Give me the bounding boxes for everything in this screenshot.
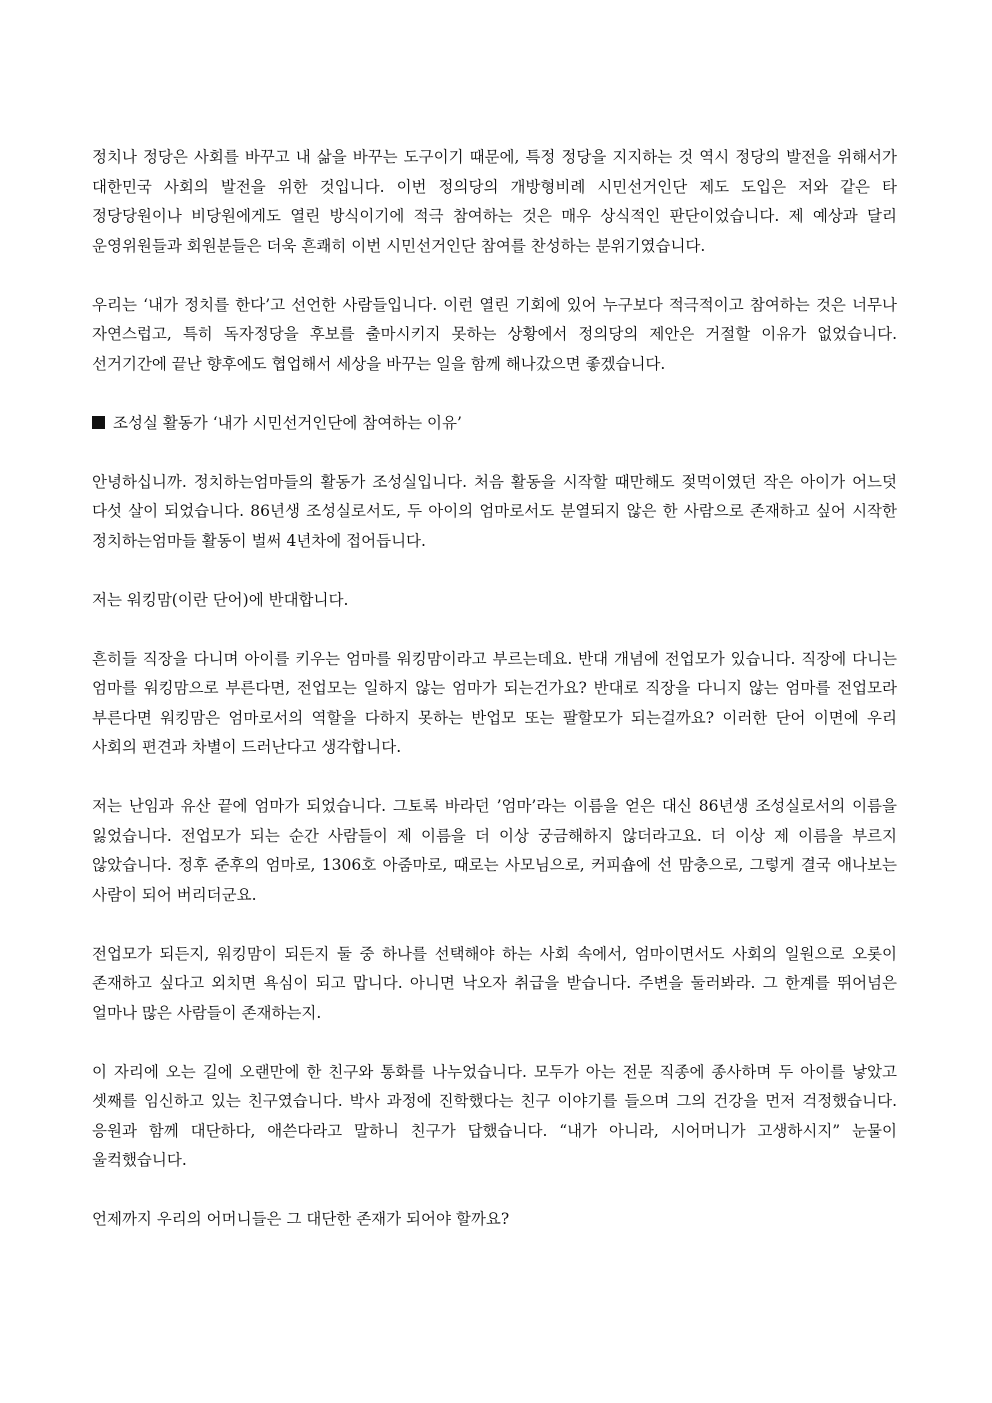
section-heading-text: 조성실 활동가 ‘내가 시민선거인단에 참여하는 이유’ bbox=[113, 413, 462, 432]
paragraph: 흔히들 직장을 다니며 아이를 키우는 엄마를 워킹맘이라고 부르는데요. 반대 개념에 전업모가 있습니다. 직장에 다니는 엄마를 워킹맘으로 부른다면, 전업모는 일하지 않는 엄마가 되는건가요? 반대로 직장을 다니지 않는 엄마를 전업모라 부른다면 워킹맘은 엄마로서의 역할을 다하지 못하는 반업모 또는 팔할모가 되는걸까요? 이러한 단어 이면에 우리 사회의 편견과 차별이 드러난다고 생각합니다. bbox=[92, 649, 897, 756]
square-bullet-icon bbox=[92, 416, 105, 429]
paragraph: 전업모가 되든지, 워킹맘이 되든지 둘 중 하나를 선택해야 하는 사회 속에서, 엄마이면서도 사회의 일원으로 오롯이 존재하고 싶다고 외치면 욕심이 되고 맙니다. 아니면 낙오자 취급을 받습니다. 주변을 둘러봐라. 그 한계를 뛰어넘은 얼마나 많은 사람들이 존재하는지. bbox=[92, 944, 897, 1022]
paragraph: 정치나 정당은 사회를 바꾸고 내 삶을 바꾸는 도구이기 때문에, 특정 정당을 지지하는 것 역시 정당의 발전을 위해서가 대한민국 사회의 발전을 위한 것입니다. 이번 정의당의 개방형비례 시민선거인단 제도 도입은 저와 같은 타 정당당원이나 비당원에게도 열린 방식이기에 적극 참여하는 것은 매우 상식적인 판단이었습니다. 제 예상과 달리 운영위원들과 회원분들은 더욱 흔쾌히 이번 시민선거인단 참여를 찬성하는 분위기였습니다. bbox=[92, 148, 897, 255]
paragraph: 언제까지 우리의 어머니들은 그 대단한 존재가 되어야 할까요? bbox=[92, 1210, 510, 1228]
document-page bbox=[92, 143, 897, 1264]
paragraph: 안녕하십니까. 정치하는엄마들의 활동가 조성실입니다. 처음 활동을 시작할 때만해도 젖먹이였던 작은 아이가 어느덧 다섯 살이 되었습니다. 86년생 조성실로서도, 두 아이의 엄마로서도 분열되지 않은 한 사람으로 존재하고 싶어 시작한 정치하는엄마들 활동이 벌써 4년차에 접어듭니다. bbox=[92, 472, 897, 550]
paragraph: 우리는 ‘내가 정치를 한다’고 선언한 사람들입니다. 이런 열린 기회에 있어 누구보다 적극적이고 참여하는 것은 너무나 자연스럽고, 특히 독자정당을 후보를 출마시키지 못하는 상황에서 정의당의 제안은 거절할 이유가 없었습니다. 선거기간에 끝난 향후에도 협업해서 세상을 바꾸는 일을 함께 해나갔으면 좋겠습니다. bbox=[92, 295, 897, 373]
paragraph: 이 자리에 오는 길에 오랜만에 한 친구와 통화를 나누었습니다. 모두가 아는 전문 직종에 종사하며 두 아이를 낳았고 셋째를 임신하고 있는 친구였습니다. 박사 과정에 진학했다는 친구 이야기를 들으며 그의 건강을 먼저 걱정했습니다. 응원과 함께 대단하다, 애쓴다라고 말하니 친구가 답했습니다. “내가 아니라, 시어머니가 고생하시지” 눈물이 울컥했습니다. bbox=[92, 1062, 897, 1169]
paragraph: 저는 워킹맘(이란 단어)에 반대합니다. bbox=[92, 590, 349, 609]
paragraph: 저는 난임과 유산 끝에 엄마가 되었습니다. 그토록 바라던 ’엄마’라는 이름을 얻은 대신 86년생 조성실로서의 이름을 잃었습니다. 전업모가 되는 순간 사람들이 제 이름을 더 이상 궁금해하지 않더라고요. 더 이상 제 이름을 부르지 않았습니다. 정후 준후의 엄마로, 1306호 아줌마로, 때로는 사모님으로, 커피숍에 선 맘충으로, 그렇게 결국 애나보는 사람이 되어 버리더군요. bbox=[92, 797, 897, 904]
section-heading bbox=[92, 409, 897, 439]
